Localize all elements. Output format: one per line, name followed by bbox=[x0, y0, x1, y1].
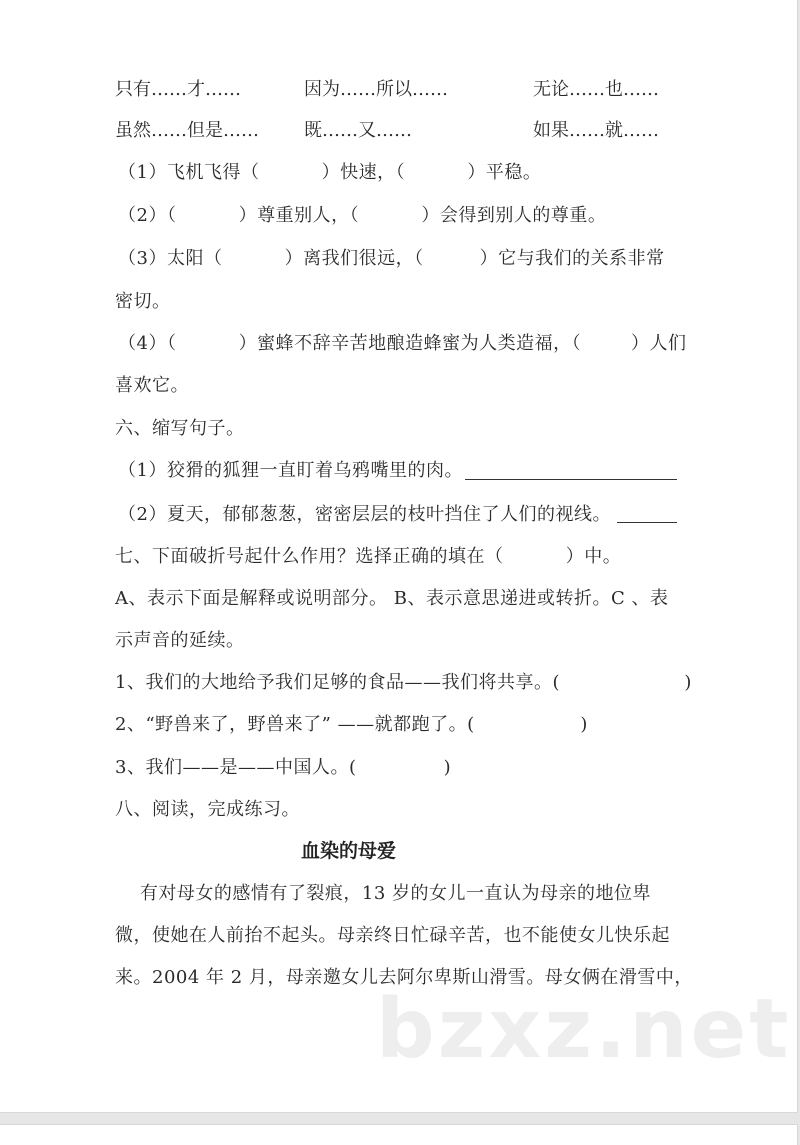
section-8-heading: 八、阅读，完成练习。 bbox=[115, 799, 300, 820]
condense-item-1: （1）狡猾的狐狸一直盯着乌鸦嘴里的肉。 bbox=[118, 460, 463, 481]
watermark: bzxz.net bbox=[376, 982, 792, 1077]
dash-item-2: 2、“野兽来了，野兽来了” ——就都跑了。( ) bbox=[115, 714, 588, 735]
next-page-edge bbox=[0, 1124, 798, 1145]
fill-item-2: （2）（ ）尊重别人，（ ）会得到别人的尊重。 bbox=[118, 205, 607, 226]
conjunction-pair: 虽然……但是…… bbox=[115, 120, 259, 141]
fill-item-4-cont: 喜欢它。 bbox=[115, 375, 189, 396]
section-7-heading: 七、下面破折号起什么作用？选择正确的填在（ ）中。 bbox=[115, 546, 622, 567]
conjunction-pair: 无论……也…… bbox=[533, 79, 659, 100]
condense-item-2: （2）夏天，郁郁葱葱，密密层层的枝叶挡住了人们的视线。 bbox=[118, 504, 611, 525]
article-title: 血染的母爱 bbox=[301, 840, 397, 862]
dash-options-line2: 示声音的延续。 bbox=[115, 630, 245, 651]
conjunction-pair: 只有……才…… bbox=[115, 79, 241, 100]
conjunction-pair: 因为……所以…… bbox=[304, 79, 448, 100]
conjunction-pair: 既……又…… bbox=[304, 120, 412, 141]
answer-line-2[interactable] bbox=[617, 522, 677, 523]
section-6-heading: 六、缩写句子。 bbox=[115, 418, 245, 439]
paragraph-line: 来。2004 年 2 月，母亲邀女儿去阿尔卑斯山滑雪。母女俩在滑雪中， bbox=[115, 967, 693, 988]
fill-item-1: （1）飞机飞得（ ）快速，（ ）平稳。 bbox=[118, 162, 542, 183]
answer-line-1[interactable] bbox=[465, 479, 677, 480]
dash-item-1: 1、我们的大地给予我们足够的食品——我们将共享。( ) bbox=[115, 672, 692, 693]
dash-options-line1: A、表示下面是解释或说明部分。 B、表示意思递进或转折。C 、表 bbox=[115, 588, 669, 609]
fill-item-3: （3）太阳（ ）离我们很远，（ ）它与我们的关系非常 bbox=[118, 248, 665, 269]
paragraph-line: 有对母女的感情有了裂痕，13 岁的女儿一直认为母亲的地位卑 bbox=[115, 883, 652, 904]
conjunction-pair: 如果……就…… bbox=[533, 120, 659, 141]
fill-item-4: （4）（ ）蜜蜂不辞辛苦地酿造蜂蜜为人类造福，（ ）人们 bbox=[118, 333, 687, 354]
paragraph-line: 微，使她在人前抬不起头。母亲终日忙碌辛苦，也不能使女儿快乐起 bbox=[115, 925, 670, 946]
dash-item-3: 3、我们——是——中国人。( ) bbox=[115, 757, 452, 778]
fill-item-3-cont: 密切。 bbox=[115, 291, 171, 312]
